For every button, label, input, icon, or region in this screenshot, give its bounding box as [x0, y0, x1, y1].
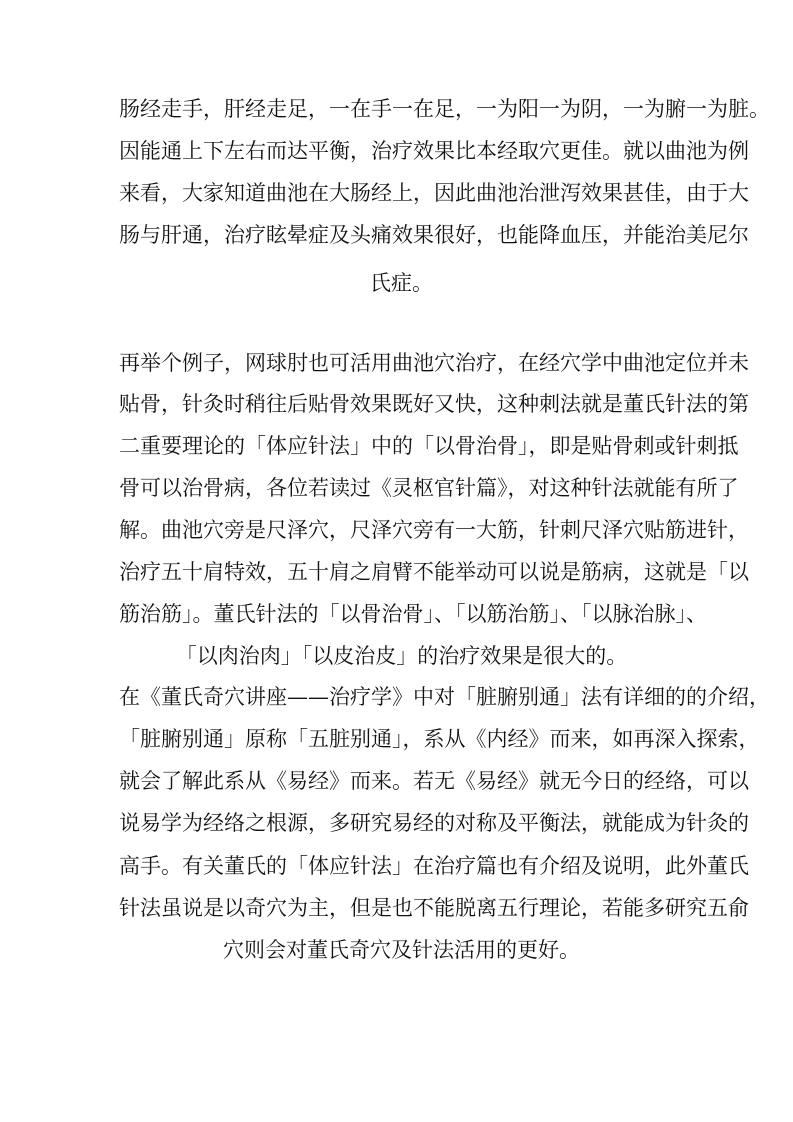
- text-line: 肠经走手，肝经走足，一在手一在足，一为阳一为阴，一为腑一为脏。: [119, 97, 770, 121]
- text-line: 因能通上下左右而达平衡，治疗效果比本经取穴更佳。就以曲池为例: [119, 139, 749, 163]
- text-line: 「脏腑别通」原称「五脏别通」，系从《内经》而来，如再深入探索，: [119, 727, 760, 751]
- text-line: 穴则会对董氏奇穴及针法活用的更好。: [223, 938, 580, 962]
- text-line: 贴骨，针灸时稍往后贴骨效果既好又快，这种刺法就是董氏针法的第: [119, 392, 749, 416]
- text-line: 高手。有关董氏的「体应针法」在治疗篇也有介绍及说明，此外董氏: [119, 854, 749, 878]
- text-line: 针法虽说是以奇穴为主，但是也不能脱离五行理论，若能多研究五俞: [119, 896, 749, 920]
- text-line: 骨可以治骨病，各位若读过《灵枢官针篇》，对这种针法就能有所了: [119, 476, 739, 500]
- text-line: 就会了解此系从《易经》而来。若无《易经》就无今日的经络，可以: [119, 769, 749, 793]
- text-line: 说易学为经络之根源，多研究易经的对称及平衡法，就能成为针灸的: [119, 811, 749, 835]
- text-line: 来看，大家知道曲池在大肠经上，因此曲池治泄泻效果甚佳，由于大: [119, 181, 749, 205]
- text-line: 筋治筋」。董氏针法的「以骨治骨」、「以筋治筋」、「以脉治脉」、: [119, 602, 707, 626]
- text-line: 再举个例子，网球肘也可活用曲池穴治疗，在经穴学中曲池定位并未: [119, 351, 749, 375]
- text-line: 治疗五十肩特效，五十肩之肩臂不能举动可以说是筋病，这就是「以: [119, 560, 749, 584]
- text-line: 解。曲池穴旁是尺泽穴，尺泽穴旁有一大筋，针刺尺泽穴贴筋进针，: [119, 518, 749, 542]
- text-line: 氏症。: [370, 271, 433, 295]
- text-line: 在《董氏奇穴讲座——治疗学》中对「脏腑别通」法有详细的的介绍，: [119, 685, 770, 709]
- text-line: 「以肉治肉」「以皮治皮」的治疗效果是很大的。: [175, 644, 628, 668]
- text-line: 肠与肝通，治疗眩晕症及头痛效果很好，也能降血压，并能治美尼尔: [119, 223, 749, 247]
- text-line: 二重要理论的「体应针法」中的「以骨治骨」，即是贴骨刺或针刺抵: [119, 434, 739, 458]
